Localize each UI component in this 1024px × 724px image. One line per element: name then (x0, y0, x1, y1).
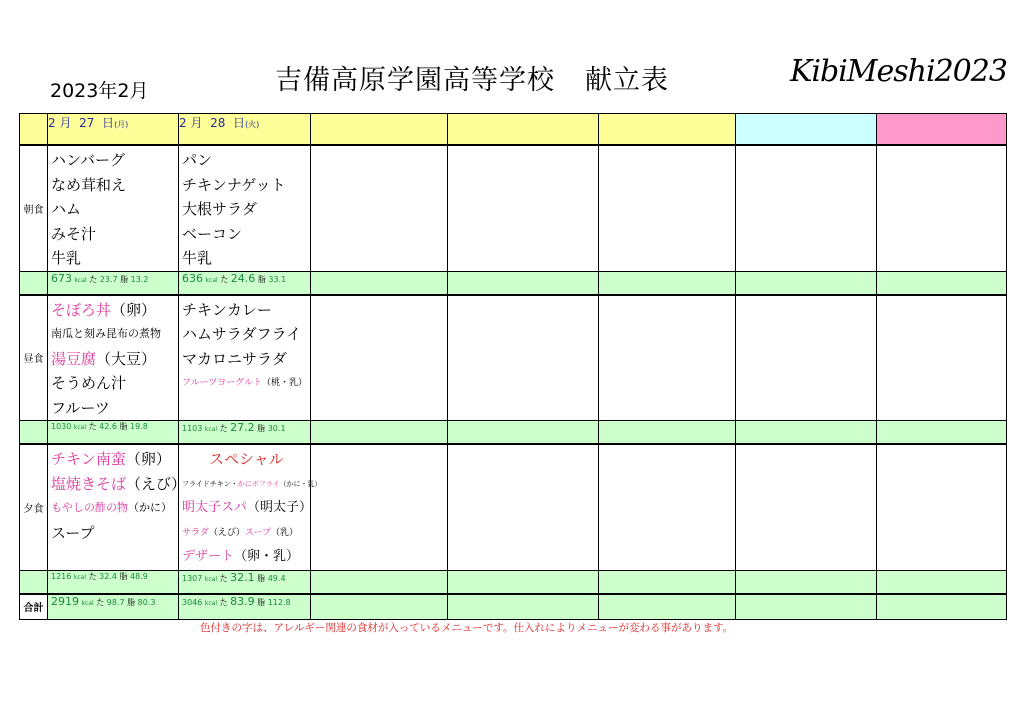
empty-cell (877, 271, 1007, 295)
total-label: 合計 (20, 594, 48, 620)
breakfast-row (20, 145, 1007, 271)
empty-cell (448, 444, 599, 570)
breakfast-label: 朝食 (20, 145, 48, 271)
allergy-footnote: 色付きの字は、アレルギー関連の食材が入っているメニューです。仕入れによりメニューが変わる事があります。 (200, 622, 734, 634)
list-item: そぼろ丼（卵） (51, 300, 157, 319)
empty-cell (448, 421, 599, 445)
nutrition-cell: 1307 kcal た 32.1 脂 49.4 (179, 570, 311, 594)
empty-cell (877, 145, 1007, 271)
list-item: 塩焼きそば（えび） (51, 474, 187, 493)
nutrition-cell: 1030 kcal た 42.6 脂 19.8 (48, 421, 179, 445)
empty-cell (599, 145, 736, 271)
empty-cell (736, 570, 877, 594)
brand-logo: KibiMeshi2023 (790, 54, 1007, 89)
empty-cell (599, 594, 736, 620)
lunch-nutrition-row (20, 421, 1007, 445)
empty-cell (311, 145, 448, 271)
school-name: 吉備高原学園高等学校 (275, 65, 555, 96)
dinner-label: 夕食 (20, 444, 48, 570)
lunch-day2 (179, 295, 311, 421)
list-item: スープ (51, 523, 95, 542)
corner-cell (20, 114, 48, 146)
list-item: チキンナゲット (182, 175, 286, 194)
list-item: ハンバーグ (51, 151, 125, 169)
empty-cell (736, 594, 877, 620)
empty-cell (736, 444, 877, 570)
empty-cell (448, 570, 599, 594)
special-label: スペシャル (209, 450, 284, 468)
dinner-day1 (48, 444, 187, 570)
empty-cell (877, 421, 1007, 445)
dinner-row (20, 444, 1007, 570)
empty-cell (448, 295, 599, 421)
list-item: フルーツヨーグルト（桃・乳） (182, 378, 308, 388)
list-item: 明太子スパ（明太子） (182, 500, 313, 515)
empty-cell (599, 444, 736, 570)
list-item: 牛乳 (182, 249, 213, 267)
empty-cell (877, 444, 1007, 570)
empty-cell (599, 271, 736, 295)
empty-cell (311, 295, 448, 421)
empty-cell (877, 570, 1007, 594)
list-item: もやしの酢の物（かに） (51, 501, 172, 514)
empty-cell (736, 421, 877, 445)
list-item: ハム (51, 200, 82, 218)
nutrition-cell: 673 kcal た 23.7 脂 13.2 (48, 271, 179, 295)
nutrition-cell: 1103 kcal た 27.2 脂 30.1 (179, 421, 311, 445)
empty-cell (877, 594, 1007, 620)
list-item: フルーツ (51, 398, 110, 417)
list-item: みそ汁 (51, 224, 97, 243)
empty-cell (599, 295, 736, 421)
total-row (20, 594, 1007, 620)
empty-cell (736, 271, 877, 295)
nutrition-cell: 1216 kcal た 32.4 脂 48.9 (48, 570, 179, 594)
date-cell-5 (599, 114, 736, 146)
breakfast-nutrition-row (20, 271, 1007, 295)
empty-cell (311, 271, 448, 295)
empty-cell (599, 570, 736, 594)
list-item: チキンカレー (182, 300, 272, 319)
list-item: ベーコン (182, 224, 243, 243)
date-cell-3 (311, 114, 448, 146)
empty-cell (448, 145, 599, 271)
empty-cell (736, 295, 877, 421)
menu-subtitle: 献立表 (585, 65, 669, 96)
list-item: そうめん汁 (51, 374, 127, 392)
total-cell: 2919 kcal た 98.7 脂 80.3 (48, 594, 179, 620)
empty-cell (311, 594, 448, 620)
date-cell-1: 2 月 27 日(月) (48, 114, 179, 146)
date-cell-2: 2 月 28 日(火) (179, 114, 311, 146)
list-item: パン (182, 151, 213, 169)
school-title (275, 58, 669, 97)
list-item: 大根サラダ (182, 200, 257, 218)
total-cell: 3046 kcal た 83.9 脂 112.8 (179, 594, 311, 620)
list-item: サラダ（えび）スープ（乳） (182, 527, 299, 538)
empty-cell (877, 295, 1007, 421)
dinner-day2 (179, 444, 322, 570)
month-label: 2023年2月 (50, 80, 149, 102)
empty-cell (311, 570, 448, 594)
date-cell-4 (448, 114, 599, 146)
empty-cell (736, 145, 877, 271)
empty-cell (20, 271, 48, 295)
list-item: チキン南蛮（卵） (51, 450, 171, 468)
empty-cell (311, 421, 448, 445)
list-item: デザート（卵・乳） (182, 549, 300, 564)
list-item: マカロニサラダ (182, 349, 287, 368)
list-item: 南瓜と刻み昆布の煮物 (51, 327, 161, 340)
empty-cell (20, 421, 48, 445)
nutrition-cell: 636 kcal た 24.6 脂 33.1 (179, 271, 311, 295)
menu-table (19, 113, 1007, 620)
breakfast-day2 (179, 145, 311, 271)
breakfast-day1 (48, 145, 179, 271)
lunch-row (20, 295, 1007, 421)
empty-cell (448, 271, 599, 295)
list-item: なめ茸和え (51, 175, 127, 194)
list-item: 牛乳 (51, 249, 82, 267)
list-item: 湯豆腐（大豆） (51, 349, 157, 368)
empty-cell (20, 570, 48, 594)
date-header-row (20, 114, 1007, 146)
empty-cell (311, 444, 448, 570)
list-item: フライドチキン・かにボフライ（かに・乳） (182, 479, 322, 488)
dinner-nutrition-row (20, 570, 1007, 594)
empty-cell (599, 421, 736, 445)
date-cell-7 (877, 114, 1007, 146)
empty-cell (448, 594, 599, 620)
list-item: ハムサラダフライ (182, 325, 302, 343)
date-cell-6 (736, 114, 877, 146)
lunch-label: 昼食 (20, 295, 48, 421)
lunch-day1 (48, 295, 179, 421)
